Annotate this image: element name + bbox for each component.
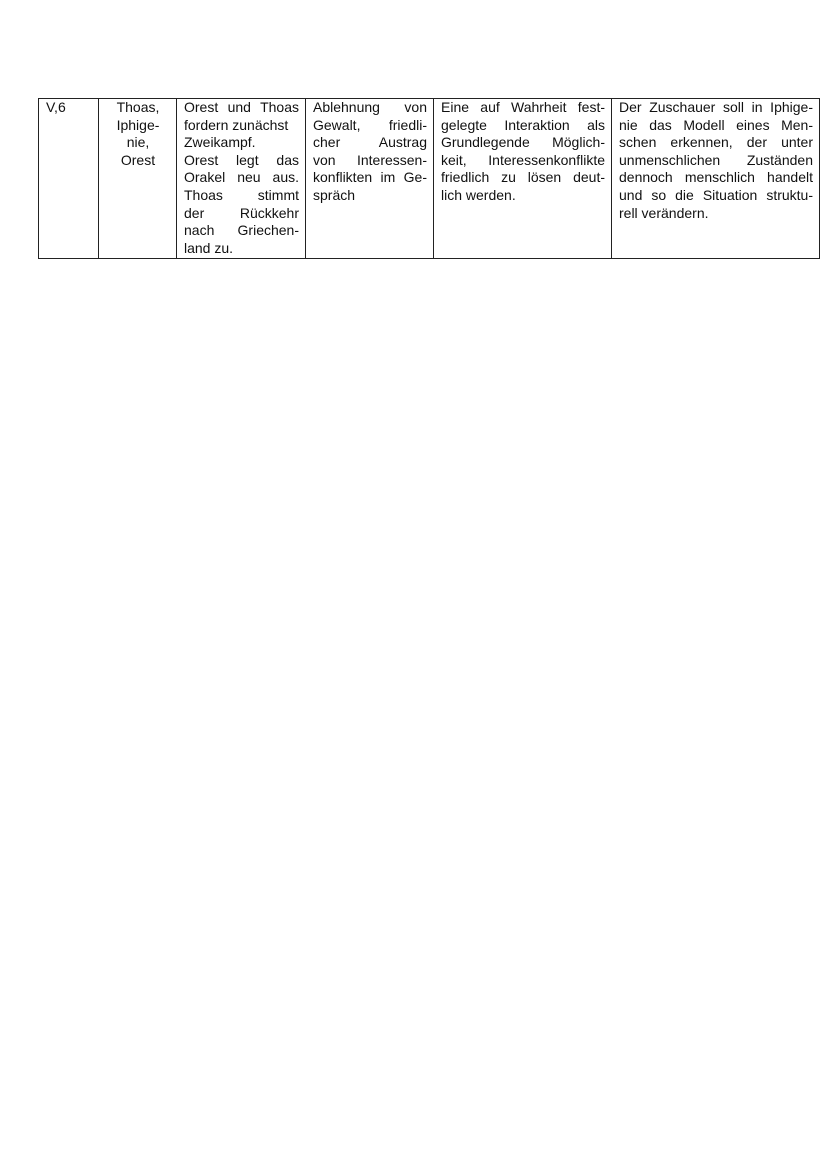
content-line: land zu. [184,239,234,256]
content-cell [177,99,306,259]
intention-cell [612,99,820,259]
conflict-line: von Interessen- [313,151,427,168]
conflict-line: Ablehnung von [313,99,427,115]
conflict-line: konflikten im Ge- [313,169,427,186]
intention-line: rell verändern. [619,204,709,221]
scene-number: V,6 [46,99,66,115]
content-line: Thoas stimmt [184,186,299,203]
characters-line: Iphige- [116,116,160,133]
content-line: fordern zunächst [184,116,289,133]
content-line: Orest legt das [184,151,299,168]
insight-line: keit, Interessenkonflikte [441,151,605,168]
insight-cell [434,99,612,259]
conflict-line: spräch [313,186,356,203]
characters-line: Thoas, [116,99,160,115]
intention-line: unmenschlichen Zuständen [619,151,813,168]
intention-line: Der Zuschauer soll in Iphige- [619,99,813,115]
content-line: der Rückkehr [184,204,299,221]
insight-line: gelegte Interaktion als [441,116,605,133]
scene-analysis-table [38,98,820,259]
insight-line: Grundlegende Möglich- [441,134,605,151]
content-line: Zweikampf. [184,134,256,151]
content-line: Orakel neu aus. [184,169,299,186]
intention-line: nie das Modell eines Men- [619,116,813,133]
content-line: Orest und Thoas [184,99,299,115]
characters-line: Orest [120,151,156,168]
conflict-line: Gewalt, friedli- [313,116,427,133]
intention-line: und so die Situation struktu- [619,186,813,203]
intention-line: dennoch menschlich handelt [619,169,813,186]
characters-line: nie, [126,134,150,151]
insight-line: Eine auf Wahrheit fest- [441,99,605,115]
conflict-cell [306,99,434,259]
scene-cell [39,99,99,259]
content-line: nach Griechen- [184,222,299,239]
table-row [39,99,820,259]
conflict-line: cher Austrag [313,134,427,151]
insight-line: friedlich zu lösen deut- [441,169,605,186]
scene-analysis-table-wrapper [38,98,819,259]
intention-line: schen erkennen, der unter [619,134,813,151]
characters-cell [99,99,177,259]
insight-line: lich werden. [441,186,516,203]
